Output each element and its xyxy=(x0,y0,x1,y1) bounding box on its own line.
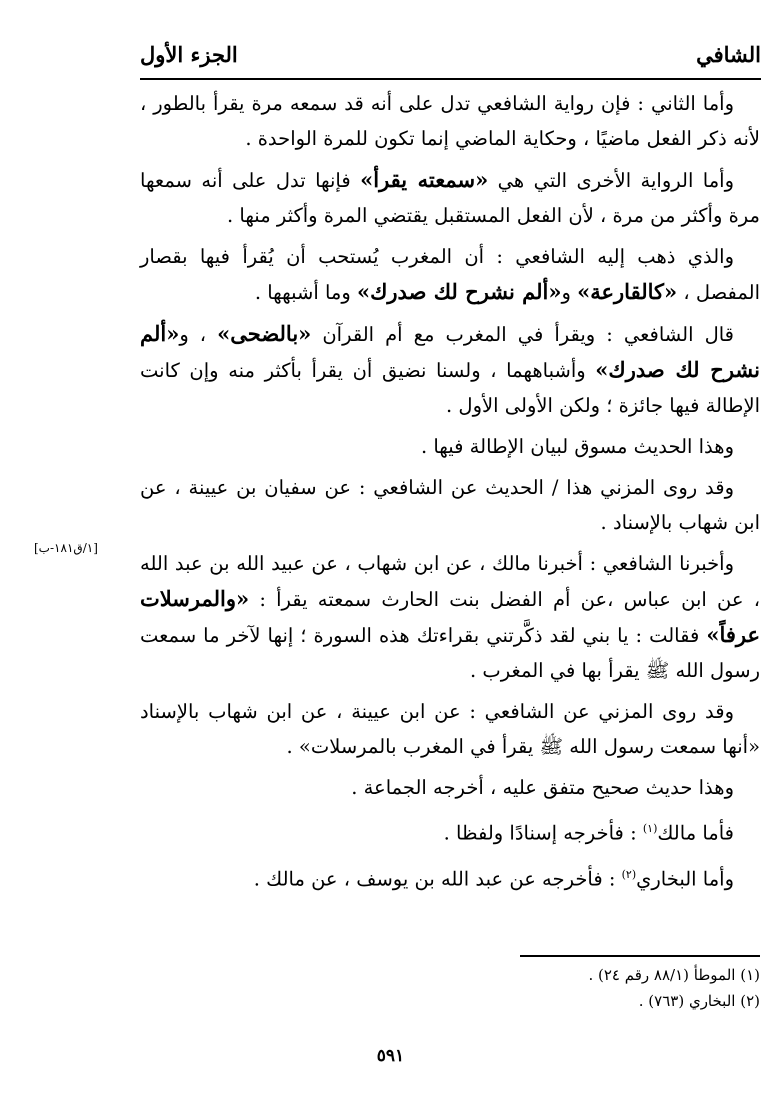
text-run: وأشباههما ، ولسنا نضيق أن يقرأ بأكثر منه وإن كانت الإطالة فيها جائزة ؛ ولكن الأولى الأول . xyxy=(140,359,760,417)
manuscript-folio-note: [١/ق١٨١-ب] xyxy=(34,541,98,555)
text-run: وهذا حديث صحيح متفق عليه ، أخرجه الجماعة . xyxy=(351,776,734,799)
paragraph xyxy=(140,546,760,688)
main-text xyxy=(140,86,760,896)
text-run: وأما الثاني : فإن رواية الشافعي تدل على أنه قد سمعه مرة يقرأ بالطور ، لأنه ذكر الفعل ماضيًا ، وحكاية الماضي إنما تكون للمرة الواحدة . xyxy=(140,92,760,150)
footnote-1: (١) الموطأ (٨٨/١ رقم ٢٤) . xyxy=(588,966,760,984)
footnote-ref: (١) xyxy=(642,822,658,835)
text-run: والذي ذهب إليه الشافعي : أن المغرب يُستحب أن يُقرأ فيها بقصار المفصل ، xyxy=(140,245,760,304)
text-run: : فأخرجه عن عبد الله بن يوسف ، عن مالك . xyxy=(253,867,622,890)
running-header xyxy=(140,38,761,80)
quranic-quote: «سمعته يقرأ» xyxy=(360,167,489,192)
text-run: : فأخرجه إسنادًا ولفظا . xyxy=(443,821,643,845)
volume-label: الجزء الأول xyxy=(140,42,238,67)
text-run: وأما الرواية الأخرى التي هي xyxy=(488,169,734,192)
text-run: قال الشافعي : ويقرأ في المغرب مع أم القرآن xyxy=(311,323,734,346)
paragraph xyxy=(140,429,760,464)
quranic-quote: «والمرسلات عرفاً» xyxy=(140,586,760,647)
text-run: وقد روى المزني هذا / الحديث عن الشافعي : عن سفيان بن عيينة ، عن ابن شهاب بالإسناد . xyxy=(140,476,760,534)
paragraph xyxy=(140,316,760,423)
footnote-divider xyxy=(520,955,760,957)
text-run: فأما مالك xyxy=(657,821,734,845)
text-run: و xyxy=(561,281,578,304)
paragraph xyxy=(140,811,760,851)
quranic-quote: «بالضحى» xyxy=(217,321,312,346)
footnotes xyxy=(140,962,760,1014)
paragraph xyxy=(140,239,760,310)
paragraph xyxy=(140,86,760,156)
paragraph xyxy=(140,770,760,805)
quranic-quote: «كالقارعة» xyxy=(577,279,678,304)
footnote-2: (٢) البخاري (٧٦٣) . xyxy=(638,992,760,1010)
text-run: فإنها تدل على أنه سمعها مرة وأكثر من مرة ، لأن الفعل المستقبل يقتضي المرة وأكثر منها . xyxy=(140,169,760,227)
paragraph xyxy=(140,857,760,897)
paragraph xyxy=(140,470,760,540)
quranic-quote: «ألم نشرح لك صدرك» xyxy=(140,321,760,382)
text-run: وما أشبهها . xyxy=(254,281,357,304)
text-run: وأما البخاري xyxy=(636,867,734,890)
text-run: فقالت : يا بني لقد ذكَّرتني بقراءتك هذه السورة ؛ إنها لآخر ما سمعت رسول الله ﷺ يقرأ بها في المغرب . xyxy=(140,624,760,682)
quranic-quote: «ألم نشرح لك صدرك» xyxy=(356,279,562,304)
text-run: ، و xyxy=(179,323,218,346)
paragraph xyxy=(140,694,760,764)
paragraph xyxy=(140,162,760,233)
text-run: وهذا الحديث مسوق لبيان الإطالة فيها . xyxy=(420,435,734,458)
footnote-ref: (٢) xyxy=(621,867,637,881)
book-title: الشافي xyxy=(696,42,761,67)
text-run: وأخبرنا الشافعي : أخبرنا مالك ، عن ابن شهاب ، عن عبيد الله بن عبد الله ، عن ابن عباس ،عن أم الفضل بنت الحارث سمعته يقرأ : xyxy=(140,552,760,611)
text-run: وقد روى المزني عن الشافعي : عن ابن عيينة ، عن ابن شهاب بالإسناد «أنها سمعت رسول الله ﷺ يقرأ في المغرب بالمرسلات» . xyxy=(140,700,760,758)
page-number: ٥٩١ xyxy=(376,1046,405,1066)
